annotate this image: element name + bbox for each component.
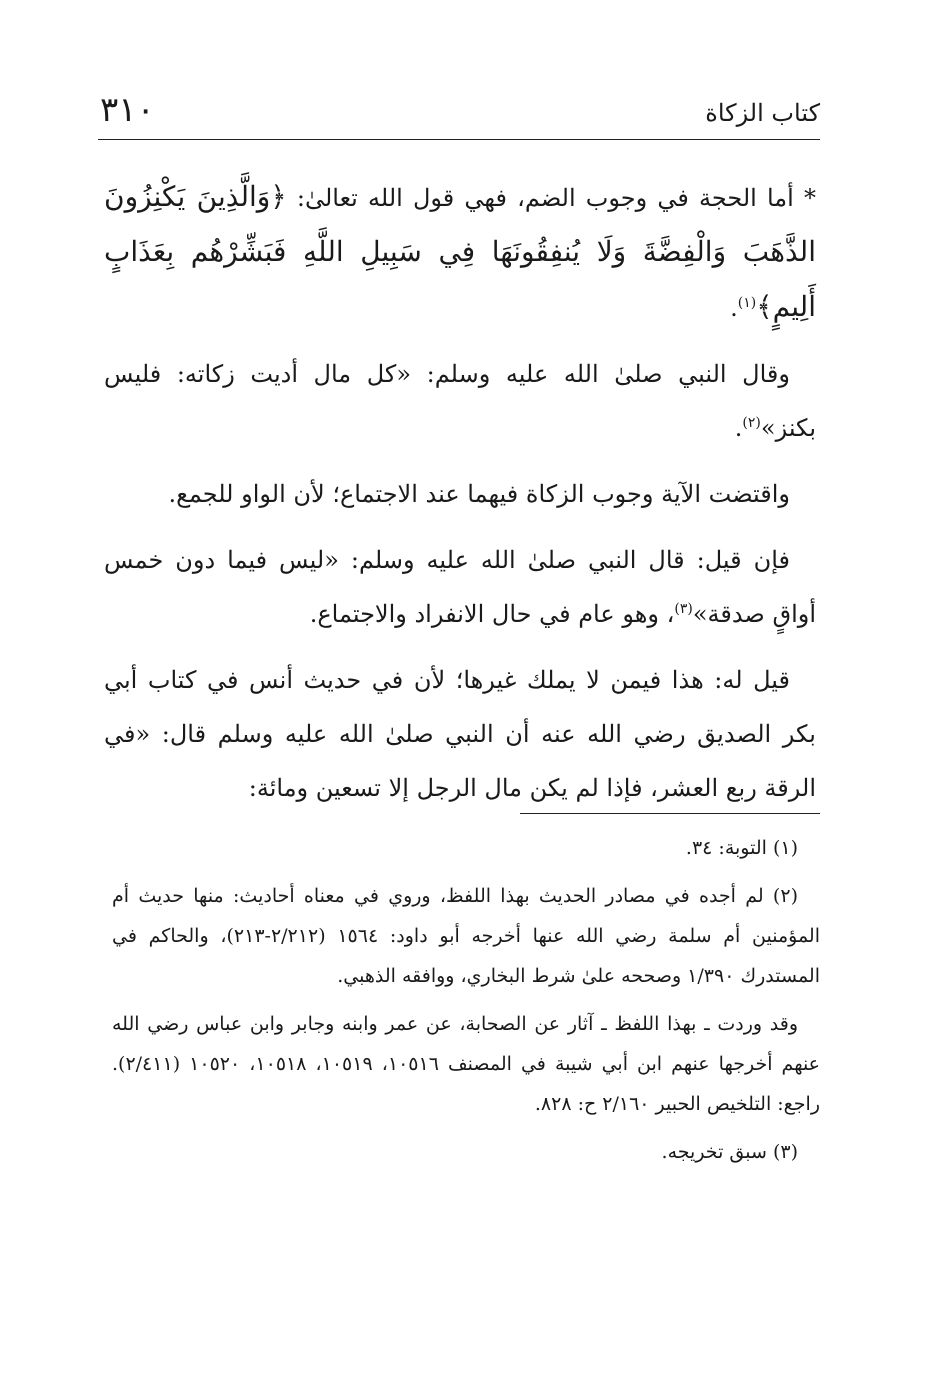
paragraph-3: واقتضت الآية وجوب الزكاة فيهما عند الاجتماع؛ لأن الواو للجمع.: [168, 480, 790, 508]
footnote-2: (٢) لم أجده في مصادر الحديث بهذا اللفظ، وروي في معناه أحاديث: منها حديث أم المؤمنين أم سلمة رضي الله عنها أخرجه أبو داود: ١٥٦٤ (٢/٢١٢-٢١٣)، والحاكم في المستدرك ١/٣٩٠ وصححه علىٰ شرط البخاري، ووافقه الذهبي.: [112, 885, 820, 987]
main-text: [104, 170, 816, 827]
paragraph-2: [104, 347, 816, 455]
paragraph-4-text: فإن قيل: قال النبي صلىٰ الله عليه وسلم: «ليس فيما دون خمس أواقٍ صدقة»: [104, 546, 816, 628]
paragraph-5: قيل له: هذا فيمن لا يملك غيرها؛ لأن في حديث أنس في كتاب أبي بكر الصديق رضي الله عنه أن النبي صلىٰ الله عليه وسلم قال: «في الرقة ربع العشر، فإذا لم يكن مال الرجل إلا تسعين ومائة:: [104, 666, 816, 802]
paragraph-1: [104, 170, 816, 335]
paragraph-2-end: .: [734, 414, 743, 442]
footnotes: [112, 828, 820, 1180]
paragraph-2-text: وقال النبي صلىٰ الله عليه وسلم: «كل مال أديت زكاته: فليس بكنز»: [104, 360, 816, 442]
page-title: كتاب الزكاة: [705, 99, 820, 127]
page-number: ٣١٠: [100, 90, 155, 130]
footnote-1: (١) التوبة: ٣٤.: [685, 837, 798, 859]
paragraph-4-continuation: ، وهو عام في حال الانفراد والاجتماع.: [309, 600, 675, 628]
page-header: [98, 88, 820, 138]
footnote-ref-1[interactable]: (١): [737, 295, 757, 311]
paragraph-1-intro: * أما الحجة في وجوب الضم، فهي قول الله تعالىٰ:: [286, 184, 816, 212]
footnote-ref-3[interactable]: (٣): [674, 601, 693, 617]
footnote-divider: [520, 813, 820, 814]
quran-verse: ﴿وَالَّذِينَ يَكْنِزُونَ الذَّهَبَ وَالْفِضَّةَ وَلَا يُنفِقُونَهَا فِي سَبِيلِ اللَّهِ فَبَشِّرْهُم بِعَذَابٍ أَلِيمٍ﴾: [104, 180, 816, 323]
paragraph-1-end: .: [730, 294, 738, 322]
footnote-2-continued: وقد وردت ـ بهذا اللفظ ـ آثار عن الصحابة، عن عمر وابنه وجابر وابن عباس رضي الله عنهم أخرجها عنهم ابن أبي شيبة في المصنف ١٠٥١٦، ١٠٥١٩، ١٠٥١٨، ١٠٥٢٠ (٢/٤١١). راجع: التلخيص الحبير ٢/١٦٠ ح: ٨٢٨.: [112, 1013, 821, 1115]
paragraph-4: [104, 533, 816, 641]
footnote-3: (٣) سبق تخريجه.: [661, 1141, 798, 1163]
header-divider: [98, 139, 820, 140]
footnote-ref-2[interactable]: (٢): [742, 415, 761, 431]
